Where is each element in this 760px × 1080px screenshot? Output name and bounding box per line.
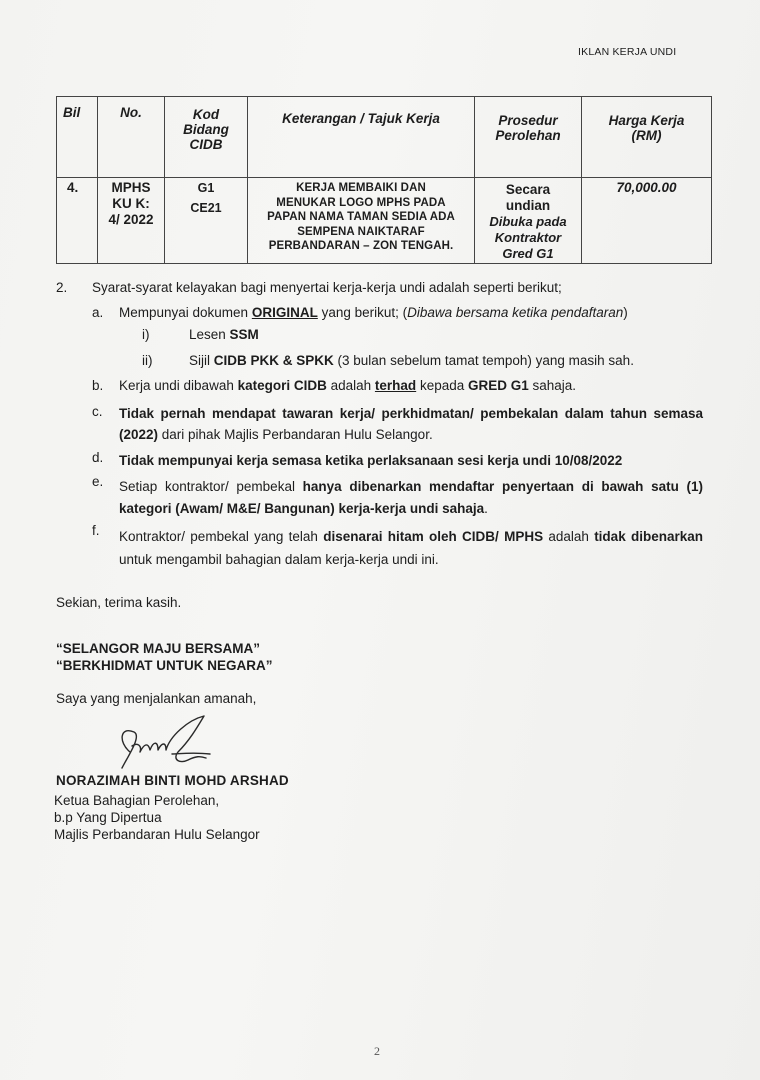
signatory-org: Majlis Perbandaran Hulu Selangor [54, 827, 260, 842]
sub-i-text: Lesen SSM [189, 327, 259, 342]
motto-line-1: “SELANGOR MAJU BERSAMA” [56, 641, 261, 656]
sub-i-label: i) [142, 327, 150, 342]
cell-keterangan: KERJA MEMBAIKI DAN MENUKAR LOGO MPHS PADA PAPAN NAMA TAMAN SEDIA ADA SEMPENA NAIKTARAF PERBANDARAN – ZON TENGAH. [248, 178, 475, 264]
item-c-label: c. [92, 404, 103, 419]
cell-kod: G1 CE21 [165, 178, 248, 264]
header-no: No. [98, 97, 165, 178]
cell-prosedur: Secara undian Dibuka pada Kontraktor Gred G1 [475, 178, 582, 264]
item-f-label: f. [92, 523, 100, 538]
item-f-text: Kontraktor/ pembekal yang telah disenarai hitam oleh CIDB/ MPHS adalah tidak dibenarkan untuk mengambil bahagian dalam kerja-kerja undi ini. [119, 529, 703, 567]
signatory-title: Ketua Bahagian Perolehan, [54, 793, 220, 808]
cell-bil: 4. [57, 178, 98, 264]
signatory-name: NORAZIMAH BINTI MOHD ARSHAD [56, 773, 289, 788]
closing-text: Sekian, terima kasih. [56, 595, 182, 610]
section-number: 2. [56, 280, 68, 295]
item-b-text: Kerja undi dibawah kategori CIDB adalah terhad kepada GRED G1 sahaja. [119, 378, 577, 393]
item-e-label: e. [92, 474, 104, 489]
signature-icon [108, 712, 218, 780]
page-number: 2 [374, 1044, 380, 1058]
header-tag: IKLAN KERJA UNDI [578, 46, 677, 58]
item-c-text: Tidak pernah mendapat tawaran kerja/ perkhidmatan/ pembekalan dalam tahun semasa (2022) dari pihak Majlis Perbandaran Hulu Selangor. [119, 406, 703, 442]
header-harga: Harga Kerja (RM) [582, 97, 712, 178]
header-prosedur: Prosedur Perolehan [475, 97, 582, 178]
header-keterangan: Keterangan / Tajuk Kerja [248, 97, 475, 178]
cell-no: MPHS KU K: 4/ 2022 [98, 178, 165, 264]
amanah-text: Saya yang menjalankan amanah, [56, 691, 257, 706]
signatory-bp: b.p Yang Dipertua [54, 810, 162, 825]
section-intro: Syarat-syarat kelayakan bagi menyertai kerja-kerja undi adalah seperti berikut; [92, 280, 562, 295]
table-header-row [57, 97, 712, 178]
item-e-text: Setiap kontraktor/ pembekal hanya dibenarkan mendaftar penyertaan di bawah satu (1) kategori (Awam/ M&E/ Bangunan) kerja-kerja undi sahaja. [119, 479, 704, 516]
motto-line-2: “BERKHIDMAT UNTUK NEGARA” [56, 658, 273, 673]
work-table [56, 96, 712, 264]
item-d-text: Tidak mempunyai kerja semasa ketika perlaksanaan sesi kerja undi 10/08/2022 [119, 453, 623, 468]
header-kod-bidang: Kod Bidang CIDB [165, 97, 248, 178]
item-b-label: b. [92, 378, 104, 393]
header-bil: Bil [57, 97, 98, 178]
sub-ii-text: Sijil CIDB PKK & SPKK (3 bulan sebelum tamat tempoh) yang masih sah. [189, 353, 634, 368]
table-row [57, 178, 712, 264]
item-a-text: Mempunyai dokumen ORIGINAL yang berikut; (Dibawa bersama ketika pendaftaran) [119, 305, 628, 320]
sub-ii-label: ii) [142, 353, 153, 368]
cell-harga: 70,000.00 [582, 178, 712, 264]
item-d-label: d. [92, 450, 104, 465]
item-a-label: a. [92, 305, 104, 320]
